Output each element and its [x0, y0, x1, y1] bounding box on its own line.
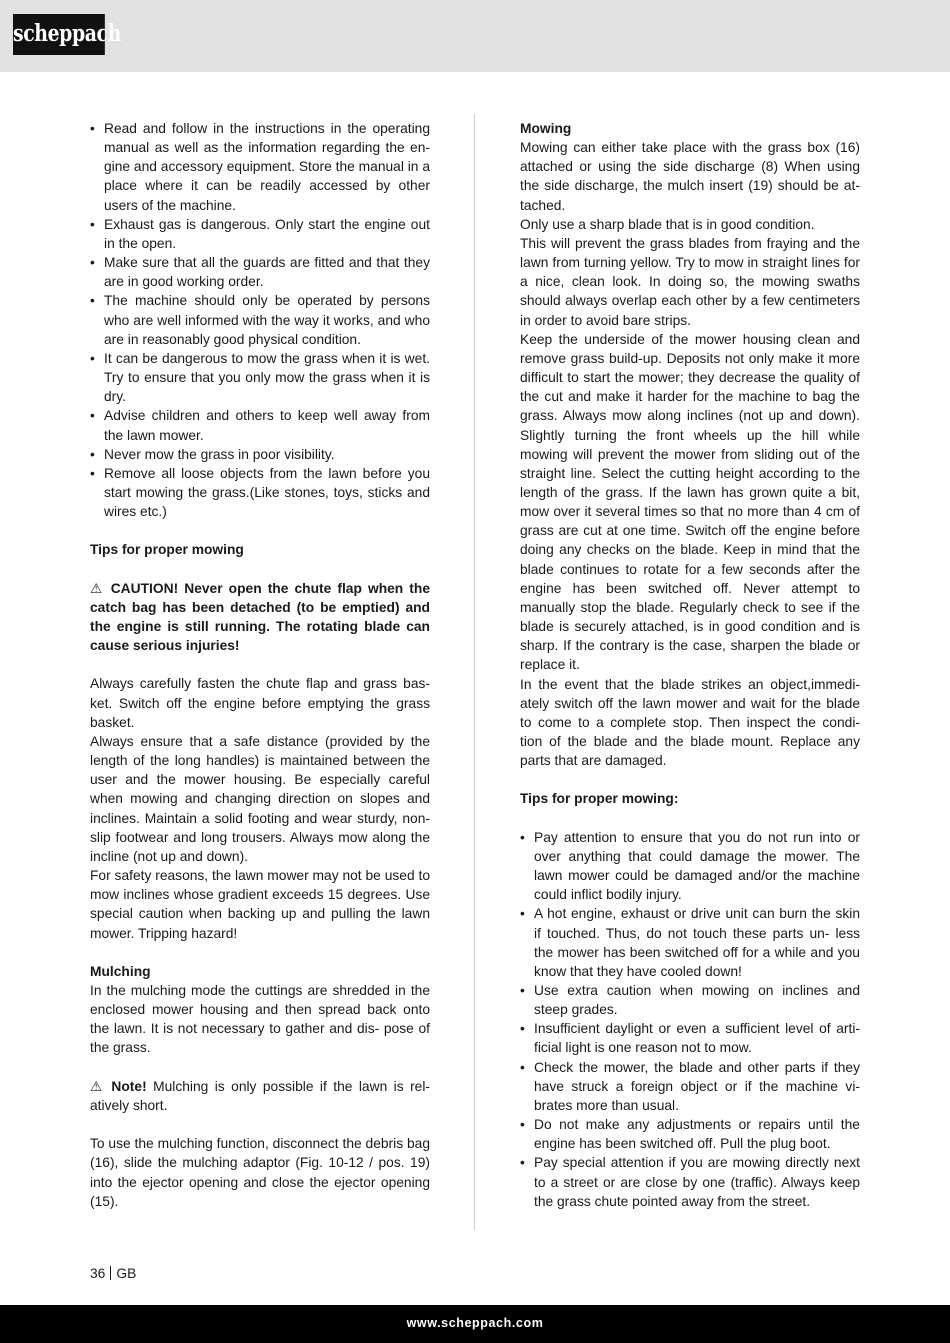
mowing-heading: Mowing	[520, 121, 572, 136]
list-item: • Never mow the grass in poor visibility.	[90, 445, 430, 464]
paragraph: Always ensure that a safe distance (provided by the length of the long handles) is maintained between the user and the mower housing. Be especially careful when mowing and changing direction on slopes and inclines. Maintain a solid footing and wear sturdy, non-slip footwear and long trousers. Always mow along the incline (not up and down).	[90, 733, 430, 864]
paragraph: This will prevent the grass blades from fraying and the lawn from turning yellow. Try to mow in straight lines for a nice, clean look. In doing so, the mowing swaths should always overlap each other by a few centimeters in order to avoid bare strips.	[520, 235, 860, 328]
list-item: • Read and follow in the instructions in the operating manual as well as the information regarding the en- gine and accessory equipment. Store the manual in a place where it can be readily accessed by other users of the machine.	[90, 119, 430, 215]
mulching-note	[90, 1077, 430, 1115]
paragraph: Always carefully fasten the chute flap and grass bas- ket. Switch off the engine before emptying the grass basket.	[90, 676, 430, 730]
scheppach-logo: scheppach	[13, 14, 105, 55]
paragraph: Mowing can either take place with the grass box (16) attached or using the side discharge (8) When using the side discharge, the mulch insert (19) should be at- tached.	[520, 140, 860, 213]
paragraph: In the mulching mode the cuttings are shredded in the enclosed mower housing and then spread back onto the lawn. It is not necessary to gather and dis- pose of the grass.	[90, 982, 430, 1056]
list-item: • Do not make any adjustments or repairs until the engine has been switched off. Pull the plug boot.	[520, 1115, 860, 1153]
paragraph: To use the mulching function, disconnect the debris bag (16), slide the mulching adaptor (Fig. 10-12 / pos. 19) into the ejector opening and close the ejector opening (15).	[90, 1136, 430, 1209]
list-item: • Advise children and others to keep well away from the lawn mower.	[90, 406, 430, 444]
column-divider	[474, 114, 475, 1230]
list-item: • Remove all loose objects from the lawn before you start mowing the grass.(Like stones, toys, sticks and wires etc.)	[90, 464, 430, 521]
caution-text: CAUTION! Never open the chute flap when the catch bag has been detached (to be emptied) and the engine is still running. The rotating blade can cause serious injuries!	[90, 580, 431, 654]
list-item: • Use extra caution when mowing on inclines and steep grades.	[520, 981, 860, 1019]
header-bar	[0, 0, 950, 72]
tips-heading: Tips for proper mowing:	[520, 791, 679, 807]
list-item: • Make sure that all the guards are fitted and that they are in good working order.	[90, 253, 430, 291]
list-item: • The machine should only be operated by persons who are well informed with the way it works, and who are in reasonably good physical condition.	[90, 291, 430, 348]
warning-icon: ⚠	[90, 580, 105, 596]
warning-icon: ⚠	[90, 1078, 105, 1094]
list-item: • Check the mower, the blade and other parts if they have struck a foreign object or if the machine vi- brates more than usual.	[520, 1058, 860, 1115]
paragraph: In the event that the blade strikes an object,immedi- ately switch off the lawn mower and wait for the blade to come to a complete stop. Then inspect the condi- tion of the blade and the blade mount. Replace any parts that are damaged.	[520, 676, 860, 769]
page-number	[90, 1264, 136, 1283]
left-column	[90, 119, 430, 1211]
right-column	[520, 119, 860, 1211]
note-text: Mulching is only possible if the lawn is rel- atively short.	[90, 1078, 430, 1113]
safety-bullet-list	[90, 119, 430, 521]
list-item: • A hot engine, exhaust or drive unit can burn the skin if touched. Thus, do not touch these parts un- less the mower has been switched off for a while and you know that they have cooled down!	[520, 904, 860, 981]
tips-bullet-list	[520, 828, 860, 1211]
list-item: • Exhaust gas is dangerous. Only start the engine out in the open.	[90, 215, 430, 253]
list-item: • Insufficient daylight or even a sufficient level of arti- ficial light is one reason not to mow.	[520, 1019, 860, 1057]
paragraph: Keep the underside of the mower housing clean and remove grass build-up. Deposits not only make it more difficult to start the mower; they decrease the quality of the cut and make it harder for the machine to bag the grass. Always mow along inclines (not up and down). Slightly turning the front wheels up the hill while mowing will prevent the mower from sliding out of the straight line. Select the cutting height according to the length of the grass. If the lawn has grown quite a bit, mow over it several times so that no more than 4 cm of grass are cut at one time. Switch off the engine before doing any checks on the blade. Keep in mind that the blade continues to rotate for a few seconds after the engine has been switched off. Never attempt to manually stop the blade. Regularly check to see if the blade is securely attached, is in good condition and is sharp. If the contrary is the case, sharpen the blade or replace it.	[520, 331, 860, 673]
list-item: • Pay attention to ensure that you do not run into or over anything that could damage the mower. The lawn mower could be damaged and/or the machine could inflict bodily injury.	[520, 828, 860, 905]
page-number-separator	[110, 1266, 111, 1280]
page-number-value: 36	[90, 1266, 106, 1281]
footer-bar	[0, 1305, 950, 1343]
paragraph: Only use a sharp blade that is in good condition.	[520, 216, 815, 232]
language-code: GB	[116, 1266, 137, 1281]
paragraph: For safety reasons, the lawn mower may not be used to mow inclines whose gradient exceeds 15 degrees. Use special caution when backing up and pulling the lawn mower. Tripping hazard!	[90, 868, 430, 941]
website-link[interactable]: www.scheppach.com	[406, 1316, 544, 1330]
mulching-heading: Mulching	[90, 963, 151, 979]
list-item: • Pay special attention if you are mowing directly next to a street or are close by one (traffic). Always keep the grass chute pointed away from the street.	[520, 1153, 860, 1210]
tips-heading: Tips for proper mowing	[90, 542, 244, 558]
list-item: • It can be dangerous to mow the grass when it is wet. Try to ensure that you only mow the grass when it is dry.	[90, 349, 430, 406]
note-label: Note!	[111, 1078, 147, 1094]
caution-warning	[90, 579, 430, 656]
